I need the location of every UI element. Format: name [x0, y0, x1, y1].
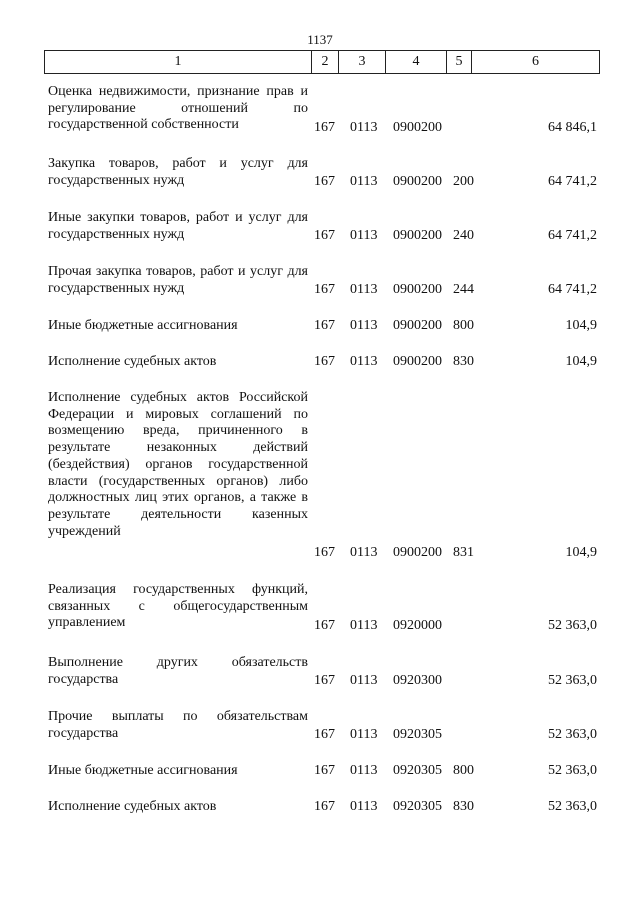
- row-code-2: 167: [314, 727, 335, 742]
- row-code-4: 0900200: [393, 228, 442, 243]
- row-code-2: 167: [314, 763, 335, 778]
- row-code-4: 0920300: [393, 673, 442, 688]
- row-description: Прочая закупка товаров, работ и услуг для государственных нужд: [48, 264, 308, 296]
- row-code-2: 167: [314, 228, 335, 243]
- row-code-2: 167: [314, 673, 335, 688]
- row-code-3: 0113: [350, 545, 378, 560]
- row-code-3: 0113: [350, 174, 378, 189]
- column-header-1: 1: [45, 51, 312, 74]
- row-amount: 104,9: [565, 545, 597, 560]
- row-description: Выполнение других обязательств государства: [48, 655, 308, 687]
- row-code-3: 0113: [350, 799, 378, 814]
- row-description: Исполнение судебных актов Российской Федерации и мировых соглашений по возмещению вреда, причиненного в результате незаконных действий (бездействия) органов государственной власти (государственных органов) либо должностных лиц этих органов, а также в результате деятельности казенных учреждений: [48, 390, 308, 539]
- row-amount: 64 741,2: [548, 282, 597, 297]
- column-header-row: [45, 51, 600, 74]
- page-number: 1137: [307, 32, 333, 47]
- row-code-4: 0900200: [393, 354, 442, 369]
- row-code-3: 0113: [350, 120, 378, 135]
- row-amount: 64 741,2: [548, 174, 597, 189]
- row-amount: 104,9: [565, 318, 597, 333]
- row-code-3: 0113: [350, 228, 378, 243]
- column-header-2: 2: [312, 51, 339, 74]
- row-code-3: 0113: [350, 618, 378, 633]
- column-header-6: 6: [472, 51, 600, 74]
- row-code-4: 0920305: [393, 727, 442, 742]
- row-code-2: 167: [314, 354, 335, 369]
- row-description: Оценка недвижимости, признание прав и регулирование отношений по государственной собственности: [48, 84, 308, 133]
- row-code-4: 0900200: [393, 282, 442, 297]
- row-code-2: 167: [314, 618, 335, 633]
- row-description: Реализация государственных функций, связанных с общегосударственным управлением: [48, 582, 308, 631]
- row-description: Иные закупки товаров, работ и услуг для государственных нужд: [48, 210, 308, 242]
- row-description: Закупка товаров, работ и услуг для государственных нужд: [48, 156, 308, 188]
- row-code-2: 167: [314, 545, 335, 560]
- row-code-5: 240: [453, 228, 474, 243]
- row-code-3: 0113: [350, 763, 378, 778]
- row-code-5: 831: [453, 545, 474, 560]
- row-code-5: 800: [453, 318, 474, 333]
- row-code-4: 0920305: [393, 763, 442, 778]
- row-code-2: 167: [314, 318, 335, 333]
- row-code-3: 0113: [350, 673, 378, 688]
- row-amount: 52 363,0: [548, 763, 597, 778]
- row-amount: 52 363,0: [548, 618, 597, 633]
- row-code-5: 830: [453, 354, 474, 369]
- row-code-4: 0900200: [393, 545, 442, 560]
- row-code-2: 167: [314, 174, 335, 189]
- column-header-5: 5: [447, 51, 472, 74]
- row-description: Иные бюджетные ассигнования: [48, 318, 238, 333]
- row-code-4: 0900200: [393, 120, 442, 135]
- row-amount: 64 741,2: [548, 228, 597, 243]
- row-description: Иные бюджетные ассигнования: [48, 763, 238, 778]
- row-code-4: 0920305: [393, 799, 442, 814]
- row-code-4: 0920000: [393, 618, 442, 633]
- row-code-2: 167: [314, 120, 335, 135]
- row-amount: 52 363,0: [548, 673, 597, 688]
- column-header-3: 3: [339, 51, 386, 74]
- row-code-4: 0900200: [393, 174, 442, 189]
- row-amount: 52 363,0: [548, 799, 597, 814]
- row-code-5: 244: [453, 282, 474, 297]
- row-code-3: 0113: [350, 354, 378, 369]
- row-code-3: 0113: [350, 318, 378, 333]
- row-description: Прочие выплаты по обязательствам государства: [48, 709, 308, 741]
- row-code-2: 167: [314, 282, 335, 297]
- row-code-5: 200: [453, 174, 474, 189]
- row-code-4: 0900200: [393, 318, 442, 333]
- row-code-2: 167: [314, 799, 335, 814]
- row-code-5: 830: [453, 799, 474, 814]
- row-description: Исполнение судебных актов: [48, 799, 217, 814]
- row-code-3: 0113: [350, 282, 378, 297]
- column-header-table: [44, 50, 600, 74]
- row-code-5: 800: [453, 763, 474, 778]
- row-amount: 104,9: [565, 354, 597, 369]
- column-header-4: 4: [386, 51, 447, 74]
- row-amount: 52 363,0: [548, 727, 597, 742]
- row-amount: 64 846,1: [548, 120, 597, 135]
- row-description: Исполнение судебных актов: [48, 354, 217, 369]
- row-code-3: 0113: [350, 727, 378, 742]
